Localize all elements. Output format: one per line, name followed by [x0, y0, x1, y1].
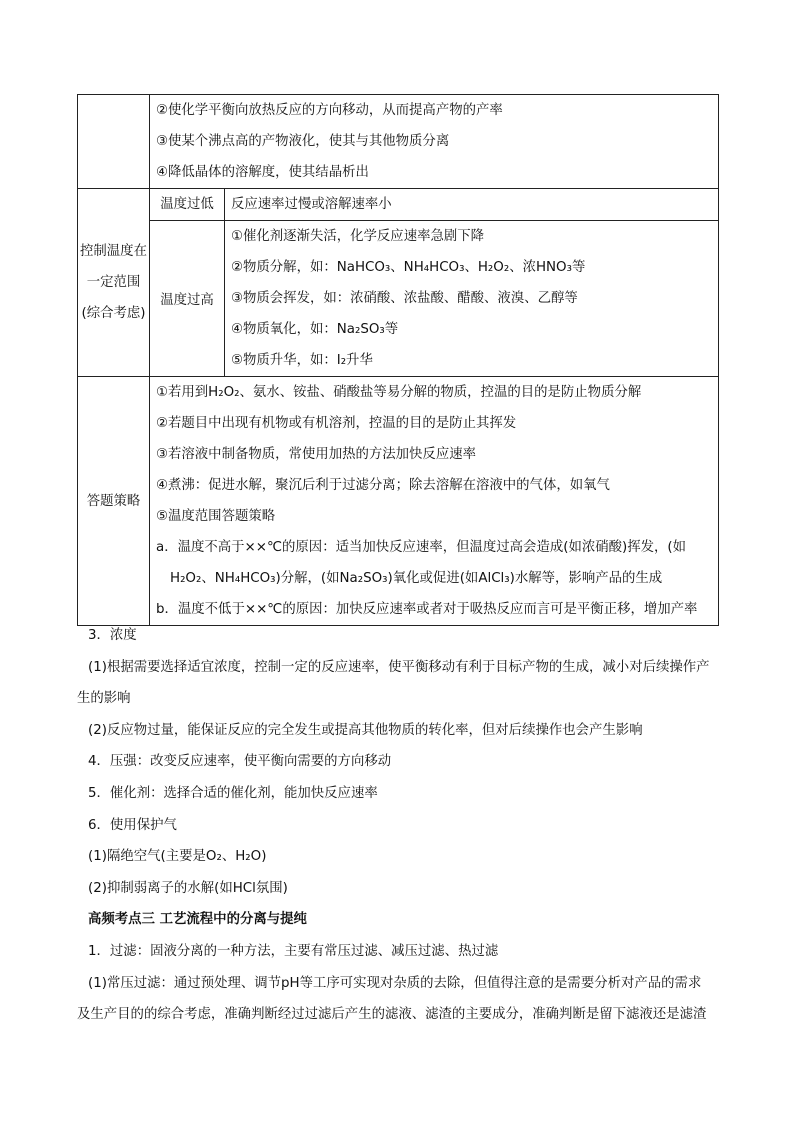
paragraph: 1．过滤：固液分离的一种方法，主要有常压过滤、减压过滤、热过滤	[88, 943, 499, 959]
table-row	[78, 95, 719, 189]
paragraph-continuation: 生的影响	[77, 691, 131, 707]
paragraph: (2)抑制弱离子的水解(如HCl氛围)	[88, 880, 288, 896]
category-label: 答题策略	[86, 493, 141, 509]
table-line: ①催化剂逐渐失活，化学反应速率急剧下降	[231, 229, 485, 244]
table-cell	[225, 189, 719, 221]
category-label: 控制温度在一定范围(综合考虑)	[80, 244, 147, 321]
table-line: ①若用到H₂O₂、氨水、铵盐、硝酸盐等易分解的物质，控温的目的是防止物质分解	[156, 385, 642, 400]
subcategory-cell	[150, 221, 225, 377]
table-cell-empty	[78, 95, 150, 189]
table-line: ③使某个沸点高的产物液化，使其与其他物质分离	[156, 134, 450, 149]
subcategory-cell	[150, 189, 225, 221]
table-line: ③若溶液中制备物质，常使用加热的方法加快反应速率	[156, 447, 476, 462]
temperature-control-table	[77, 94, 719, 626]
subcategory-label: 温度过高	[160, 293, 214, 308]
table-line: ⑤物质升华，如：I₂升华	[231, 353, 373, 368]
category-cell	[78, 189, 150, 377]
paragraph: (1)根据需要选择适宜浓度，控制一定的反应速率，使平衡移动有利于目标产物的生成，减小对后续操作产	[88, 659, 710, 675]
table-line: ②使化学平衡向放热反应的方向移动，从而提高产物的产率	[156, 103, 503, 118]
table-line: H₂O₂、NH₄HCO₃)分解，(如Na₂SO₃)氧化或促进(如AlCl₃)水解等，影响产品的生成	[170, 571, 663, 586]
table-line: 反应速率过慢或溶解速率小	[231, 197, 392, 212]
paragraph: (1)常压过滤：通过预处理、调节pH等工序可实现对杂质的去除，但值得注意的是需要分析对产品的需求	[88, 975, 702, 991]
body-text	[77, 620, 738, 1031]
section-heading: 3．浓度	[88, 628, 137, 643]
table-line: ④降低晶体的溶解度，使其结晶析出	[156, 165, 369, 180]
table-line: ②若题目中出现有机物或有机溶剂，控温的目的是防止其挥发	[156, 416, 517, 431]
table-line: ④煮沸：促进水解，聚沉后利于过滤分离；除去溶解在溶液中的气体，如氧气	[156, 478, 610, 493]
paragraph: 4．压强：改变反应速率，使平衡向需要的方向移动	[88, 754, 392, 770]
section-heading: 6．使用保护气	[88, 817, 177, 833]
table-row	[78, 221, 719, 377]
section-title: 高频考点三 工艺流程中的分离与提纯	[88, 912, 307, 928]
subcategory-label: 温度过低	[160, 197, 214, 212]
category-cell	[78, 377, 150, 626]
table-row	[78, 377, 719, 626]
table-line: ⑤温度范围答题策略	[156, 509, 276, 524]
table-cell	[225, 221, 719, 377]
table-line: b．温度不低于××℃的原因：加快反应速率或者对于吸热反应而言可是平衡正移，增加产率	[156, 602, 698, 617]
paragraph-continuation: 及生产目的的综合考虑，准确判断经过过滤后产生的滤液、滤渣的主要成分，准确判断是留下滤液还是滤渣	[77, 1007, 707, 1023]
paragraph: (2)反应物过量，能保证反应的完全发生或提高其他物质的转化率，但对后续操作也会产生影响	[88, 722, 643, 738]
paragraph: (1)隔绝空气(主要是O₂、H₂O)	[88, 849, 267, 865]
table-cell	[150, 95, 719, 189]
table-line: a．温度不高于××℃的原因：适当加快反应速率，但温度过高会造成(如浓硝酸)挥发，(如	[156, 540, 687, 555]
table-row	[78, 189, 719, 221]
table-line: ③物质会挥发，如：浓硝酸、浓盐酸、醋酸、液溴、乙醇等	[231, 291, 578, 306]
table-cell	[150, 377, 719, 626]
table-line: ②物质分解，如：NaHCO₃、NH₄HCO₃、H₂O₂、浓HNO₃等	[231, 260, 586, 275]
table-line: ④物质氧化，如：Na₂SO₃等	[231, 322, 399, 337]
paragraph: 5．催化剂：选择合适的催化剂，能加快反应速率	[88, 785, 378, 801]
